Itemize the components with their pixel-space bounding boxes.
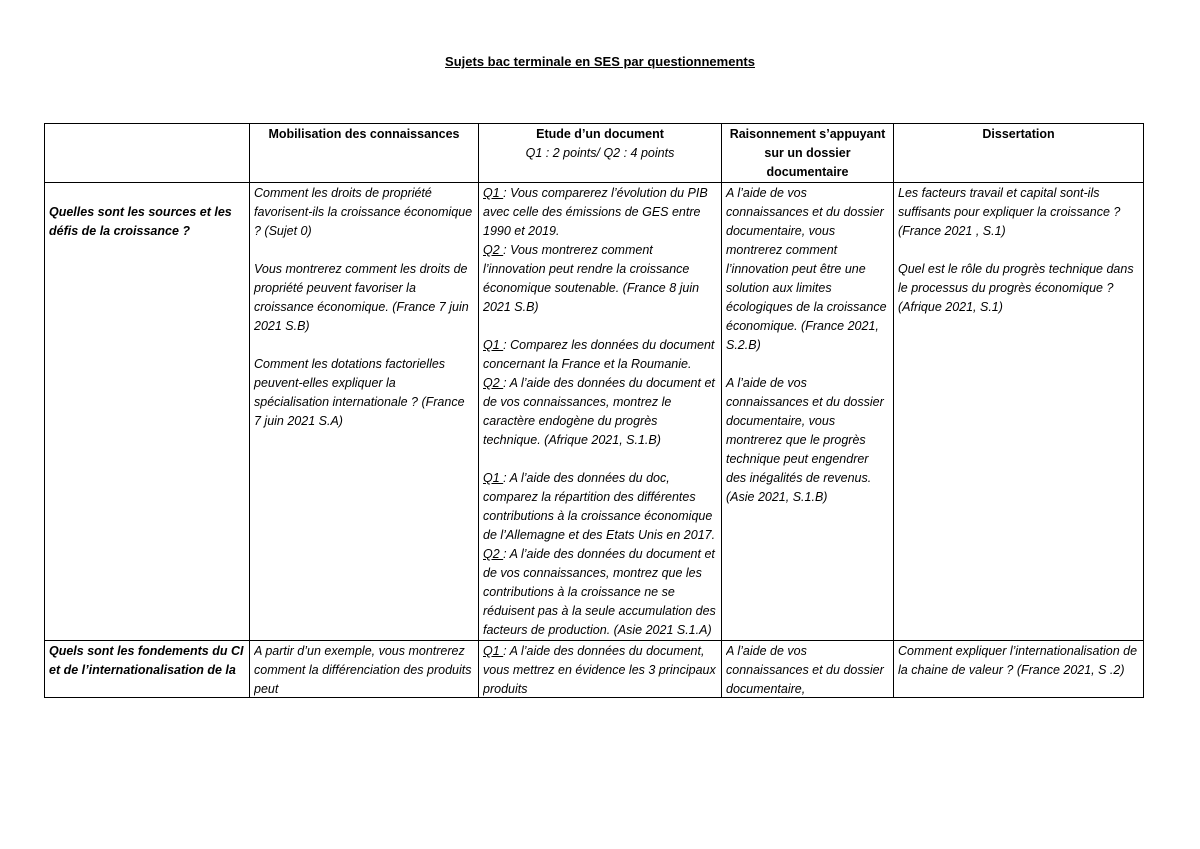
row-label-cell bbox=[45, 183, 250, 641]
table-row bbox=[45, 641, 1144, 698]
question-text: : A l’aide des données du document et de vos connaissances, montrez le caractère endogène du progrès technique. (Afrique 2021, S.1.B) bbox=[483, 376, 715, 447]
list-item: Comment les dotations factorielles peuvent-elles expliquer la spécialisation internationale ? (France 7 juin 2021 S.A) bbox=[254, 357, 465, 428]
dissertation-cell bbox=[894, 183, 1144, 641]
question-text: : Vous montrerez comment l’innovation peut rendre la croissance économique soutenable. (France 8 juin 2021 S.B) bbox=[483, 243, 700, 314]
list-item: A l’aide de vos connaissances et du dossier documentaire, bbox=[726, 644, 884, 696]
header-etude bbox=[479, 124, 722, 183]
header-empty bbox=[45, 124, 250, 183]
question-text: : Comparez les données du document concernant la France et la Roumanie. bbox=[483, 338, 715, 371]
raisonnement-cell bbox=[722, 183, 894, 641]
question-text: : A l’aide des données du doc, comparez la répartition des différentes contributions à la croissance économique de l’Allemagne et des Etats Unis en 2017. bbox=[483, 471, 716, 542]
list-item: A partir d’un exemple, vous montrerez comment la différenciation des produits peut bbox=[254, 644, 472, 696]
question-item bbox=[483, 374, 717, 450]
mobilisation-cell bbox=[250, 641, 479, 698]
question-item bbox=[483, 469, 717, 545]
question-label: Q2 bbox=[483, 547, 504, 561]
etude-cell bbox=[479, 183, 722, 641]
subjects-table bbox=[44, 123, 1144, 698]
question-item bbox=[483, 545, 717, 640]
question-label: Q1 bbox=[483, 644, 504, 658]
question-item bbox=[483, 241, 717, 317]
question-item bbox=[483, 184, 717, 241]
header-raisonnement: Raisonnement s’appuyant sur un dossier documentaire bbox=[722, 124, 894, 183]
header-row bbox=[45, 124, 1144, 183]
list-item: Comment expliquer l’internationalisation de la chaine de valeur ? (France 2021, S .2) bbox=[898, 644, 1138, 677]
question-label: Q2 bbox=[483, 376, 504, 390]
question-text: : Vous comparerez l’évolution du PIB avec celle des émissions de GES entre 1990 et 2019. bbox=[483, 186, 708, 238]
row-label-cell bbox=[45, 641, 250, 698]
question-label: Q1 bbox=[483, 186, 504, 200]
question-label: Q2 bbox=[483, 243, 504, 257]
list-item: A l’aide de vos connaissances et du dossier documentaire, vous montrerez que le progrès technique peut engendrer des inégalités de revenus. (Asie 2021, S.1.B) bbox=[726, 376, 884, 504]
list-item: Vous montrerez comment les droits de propriété peuvent favoriser la croissance économique. (France 7 juin 2021 S.B) bbox=[254, 262, 469, 333]
header-dissertation: Dissertation bbox=[894, 124, 1144, 183]
question-item bbox=[483, 336, 717, 374]
etude-cell bbox=[479, 641, 722, 698]
list-item: A l’aide de vos connaissances et du dossier documentaire, vous montrerez comment l’innovation peut être une solution aux limites écologiques de la croissance économique. (France 2021, S.2.B) bbox=[726, 186, 887, 352]
header-etude-points: Q1 : 2 points/ Q2 : 4 points bbox=[525, 146, 675, 160]
question-item bbox=[483, 642, 717, 697]
table-row bbox=[45, 183, 1144, 641]
raisonnement-cell bbox=[722, 641, 894, 698]
question-label: Q1 bbox=[483, 471, 504, 485]
question-label: Q1 bbox=[483, 338, 504, 352]
question-text: : A l’aide des données du document, vous mettrez en évidence les 3 principaux produits bbox=[483, 644, 716, 696]
row-label: Quels sont les fondements du CI et de l’internationalisation de la bbox=[49, 644, 244, 677]
list-item: Comment les droits de propriété favorisent-ils la croissance économique ? (Sujet 0) bbox=[254, 186, 473, 238]
question-text: : A l’aide des données du document et de vos connaissances, montrez que les contributions à la croissance ne se réduisent pas à la seule accumulation des facteurs de production. (Asie 2021 S.1.A) bbox=[483, 547, 716, 637]
page-title: Sujets bac terminale en SES par questionnements bbox=[445, 54, 755, 69]
header-etude-title: Etude d’un document bbox=[536, 127, 664, 141]
list-item: Les facteurs travail et capital sont-ils suffisants pour expliquer la croissance ? (France 2021 , S.1) bbox=[898, 186, 1121, 238]
header-mobilisation: Mobilisation des connaissances bbox=[250, 124, 479, 183]
mobilisation-cell bbox=[250, 183, 479, 641]
row-label: Quelles sont les sources et les défis de la croissance ? bbox=[49, 205, 232, 238]
dissertation-cell bbox=[894, 641, 1144, 698]
list-item: Quel est le rôle du progrès technique dans le processus du progrès économique ? (Afrique 2021, S.1) bbox=[898, 262, 1134, 314]
